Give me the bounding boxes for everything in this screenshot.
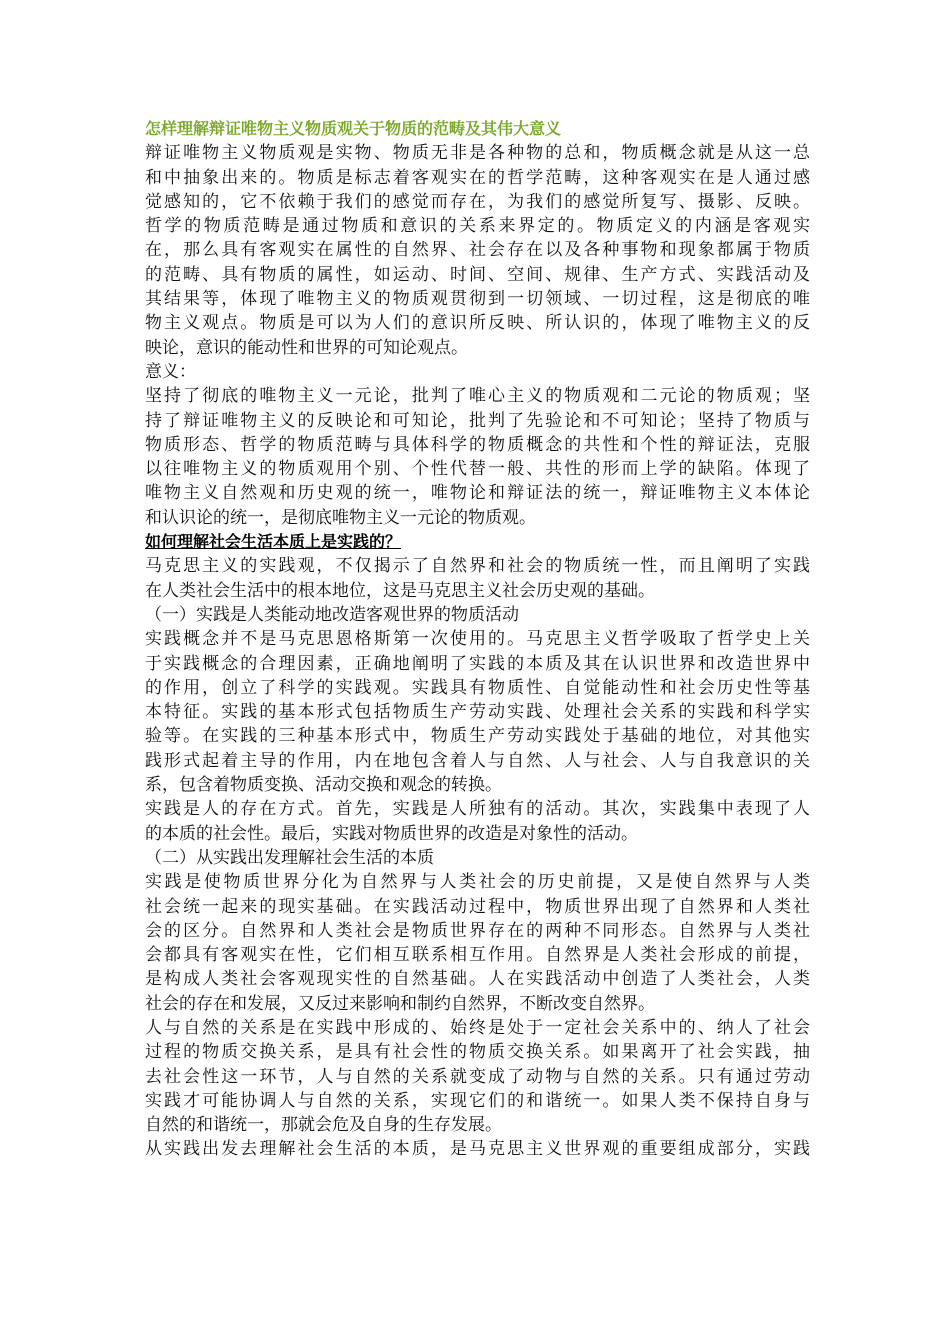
text-line: 物主义观点。物质是可以为人们的意识所反映、所认识的，体现了唯物主义的反: [145, 313, 810, 334]
text-line: 践形式起着主导的作用，内在地包含着人与自然、人与社会、人与自我意识的关: [145, 750, 810, 771]
text-line: 哲学的物质范畴是通过物质和意识的关系来界定的。物质定义的内涵是客观实: [145, 216, 810, 237]
text-line: 去社会性这一环节，人与自然的关系就变成了动物与自然的关系。只有通过劳动: [145, 1066, 810, 1087]
text-line: 唯物主义自然观和历史观的统一，唯物论和辩证法的统一，辩证唯物主义本体论: [145, 483, 810, 504]
text-line: 马克思主义的实践观，不仅揭示了自然界和社会的物质统一性，而且阐明了实践: [145, 556, 810, 577]
section2-intro: [145, 554, 810, 603]
text-line: 觉感知的，它不依赖于我们的感觉而存在，为我们的感觉所复写、摄影、反映。: [145, 191, 810, 212]
text-line: 持了辩证唯物主义的反映论和可知论，批判了先验论和不可知论；坚持了物质与: [145, 410, 810, 431]
section1-paragraph-1: [145, 141, 810, 360]
document-page: [145, 117, 810, 1162]
text-line: 系，包含着物质变换、活动交换和观念的转换。: [145, 775, 502, 796]
meaning-label: 意义：: [145, 361, 196, 382]
subsection1-paragraph-1: [145, 627, 810, 797]
text-line: 和认识论的统一，是彻底唯物主义一元论的物质观。: [145, 507, 536, 528]
text-line: 以往唯物主义的物质观用个别、个性代替一般、共性的形而上学的缺陷。体现了: [145, 459, 810, 480]
subsection1-title: （一）实践是人类能动地改造客观世界的物质活动: [145, 604, 519, 625]
text-line: 在，那么具有客观实在属性的自然界、社会存在以及各种事物和现象都属于物质: [145, 240, 810, 261]
section1-paragraph-2: [145, 384, 810, 530]
text-line: 映论，意识的能动性和世界的可知论观点。: [145, 337, 468, 358]
text-line: 在人类社会生活中的根本地位，这是马克思主义社会历史观的基础。: [145, 580, 655, 601]
text-line: 的范畴、具有物质的属性，如运动、时间、空间、规律、生产方式、实践活动及: [145, 264, 810, 285]
text-line: 社会统一起来的现实基础。在实践活动过程中，物质世界出现了自然界和人类社: [145, 896, 810, 917]
text-line: 从实践出发去理解社会生活的本质，是马克思主义世界观的重要组成部分，实践: [145, 1139, 810, 1160]
text-line: 人与自然的关系是在实践中形成的、始终是处于一定社会关系中的、纳人了社会: [145, 1017, 810, 1038]
text-line: 会都具有客观实在性，它们相互联系相互作用。自然界是人类社会形成的前提，: [145, 945, 810, 966]
text-line: 物质形态、哲学的物质范畴与具体科学的物质概念的共性和个性的辩证法，克服: [145, 434, 810, 455]
text-line: 实践才可能协调人与自然的关系，实现它们的和谐统一。如果人类不保持自身与: [145, 1090, 810, 1111]
text-line: 是构成人类社会客观现实性的自然基础。人在实践活动中创造了人类社会，人类: [145, 969, 810, 990]
text-line: 其结果等，体现了唯物主义的物质观贯彻到一切领域、一切过程，这是彻底的唯: [145, 289, 810, 310]
text-line: 自然的和谐统一，那就会危及自身的生存发展。: [145, 1115, 502, 1136]
subsection2-paragraph-1: [145, 870, 810, 1016]
text-line: 验等。在实践的三种基本形式中，物质生产劳动实践处于基础的地位，对其他实: [145, 726, 810, 747]
text-line: 会的区分。自然界和人类社会是物质世界存在的两种不同形态。自然界与人类社: [145, 920, 810, 941]
text-line: 本特征。实践的基本形式包括物质生产劳动实践、处理社会关系的实践和科学实: [145, 702, 810, 723]
subsection2-title: （二）从实践出发理解社会生活的本质: [145, 847, 434, 868]
text-line: 实践是人的存在方式。首先，实践是人所独有的活动。其次，实践集中表现了人: [145, 799, 810, 820]
text-line: 实践概念并不是马克思恩格斯第一次使用的。马克思主义哲学吸取了哲学史上关: [145, 629, 810, 650]
text-line: 的本质的社会性。最后，实践对物质世界的改造是对象性的活动。: [145, 823, 638, 844]
text-line: 的作用，创立了科学的实践观。实践具有物质性、自觉能动性和社会历史性等基: [145, 677, 810, 698]
text-line: 社会的存在和发展，又反过来影响和制约自然界，不断改变自然界。: [145, 993, 655, 1014]
section1-title: 怎样理解辩证唯物主义物质观关于物质的范畴及其伟大意义: [145, 119, 562, 138]
section2-title: 如何理解社会生活本质上是实践的？: [145, 532, 402, 552]
text-line: 于实践概念的合理因素，正确地阐明了实践的本质及其在认识世界和改造世界中: [145, 653, 810, 674]
subsection2-paragraph-3: [145, 1137, 810, 1161]
subsection2-paragraph-2: [145, 1016, 810, 1137]
subsection1-paragraph-2: [145, 797, 810, 846]
text-line: 过程的物质交换关系，是具有社会性的物质交换关系。如果离开了社会实践，抽: [145, 1042, 810, 1063]
text-line: 和中抽象出来的。物质是标志着客观实在的哲学范畴，这种客观实在是人通过感: [145, 167, 810, 188]
text-line: 坚持了彻底的唯物主义一元论，批判了唯心主义的物质观和二元论的物质观；坚: [145, 386, 810, 407]
text-line: 辩证唯物主义物质观是实物、物质无非是各种物的总和，物质概念就是从这一总: [145, 143, 810, 164]
text-line: 实践是使物质世界分化为自然界与人类社会的历史前提，又是使自然界与人类: [145, 872, 810, 893]
